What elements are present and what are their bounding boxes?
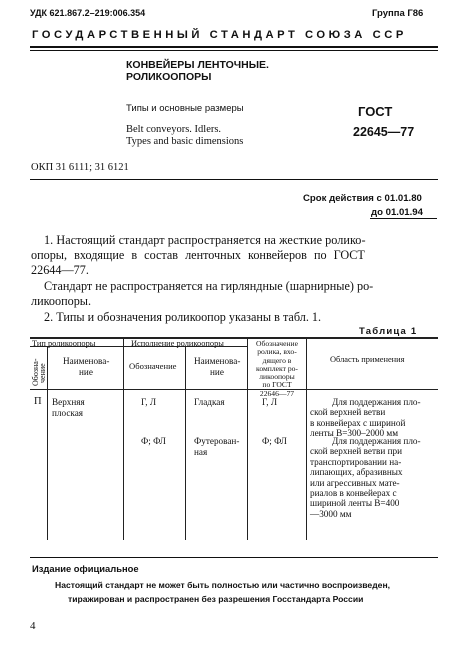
exec2-name-2: ная	[194, 447, 208, 457]
page-number: 4	[30, 620, 36, 632]
table-col-divider-4	[247, 338, 248, 540]
exec1-designation: Г, Л	[141, 397, 157, 407]
table-caption: Таблица 1	[359, 326, 418, 337]
header-rule-thin	[30, 50, 438, 51]
paragraph-2-line1: Стандарт не распространяется на гирляндные (шарнирные) ро-	[44, 279, 374, 293]
exec1-roller: Г, Л	[262, 397, 278, 407]
header-exec-name-2: ние	[210, 367, 224, 377]
header-execution: Исполнение роликоопоры	[131, 339, 224, 348]
gost-number: 22645—77	[353, 125, 415, 139]
validity-to: до 01.01.94	[371, 207, 423, 218]
title-subtitle: Типы и основные размеры	[126, 103, 244, 114]
header-designation-vertical-2: чение	[38, 363, 47, 383]
exec2-designation: Ф; ФЛ	[141, 436, 166, 446]
exec1-name: Гладкая	[194, 397, 225, 407]
paragraph-1-line1: 1. Настоящий стандарт распространяется на жесткие ролико-	[44, 233, 366, 247]
title-line2: РОЛИКООПОРЫ	[126, 71, 212, 83]
title-english-line2: Types and basic dimensions	[126, 136, 244, 147]
udk-code: УДК 621.867.2–219:006.354	[30, 8, 146, 18]
header-exec-designation: Обозначение	[129, 361, 177, 371]
header-name-2: ние	[79, 367, 93, 377]
exec1-scope: Для поддержания пло- ской верхней ветви в конвейерах с шириной ленты B=300–2000 мм	[310, 397, 421, 439]
table-col-divider-2	[123, 338, 124, 540]
row-type-name-2: плоская	[52, 408, 84, 418]
title-line1: КОНВЕЙЕРЫ ЛЕНТОЧНЫЕ.	[126, 59, 269, 71]
header-roller: Обозначение ролика, вхо- дящего в комплект ро- ликоопоры по ГОСТ 22646—77	[256, 339, 298, 398]
header-designation-vertical: Обозна-	[31, 358, 40, 386]
header-name: Наименова-	[63, 356, 110, 366]
copyright-notice-line2: тиражирован и распространен без разрешения Госстандарта России	[68, 594, 364, 604]
table-col-divider-5	[306, 338, 307, 540]
validity-underline	[370, 218, 437, 219]
row-type-code: П	[34, 396, 42, 407]
official-edition-label: Издание официальное	[32, 563, 139, 574]
header-exec-name: Наименова-	[194, 356, 241, 366]
exec2-name-1: Футерован-	[194, 436, 240, 446]
table-header-bottom-rule	[30, 389, 438, 390]
title-block-rule	[30, 179, 438, 180]
header-rule-thick	[30, 46, 438, 48]
validity-from: Срок действия с 01.01.80	[303, 193, 422, 204]
header-scope: Область применения	[330, 355, 405, 364]
group-code: Группа Г86	[372, 8, 424, 19]
standard-banner: ГОСУДАРСТВЕННЫЙ СТАНДАРТ СОЮЗА ССР	[32, 29, 407, 41]
okp-code: ОКП 31 6111; 31 6121	[31, 162, 129, 173]
table-col-divider-3	[185, 346, 186, 540]
paragraph-1-line3: 22644—77.	[31, 263, 89, 277]
footer-rule	[30, 557, 438, 558]
header-type: Тип роликоопоры	[32, 339, 96, 348]
gost-label: ГОСТ	[358, 104, 393, 119]
paragraph-2-line2: ликоопоры.	[31, 294, 92, 308]
paragraph-3: 2. Типы и обозначения роликоопор указаны в табл. 1.	[44, 310, 322, 324]
row-type-name-1: Верхняя	[52, 397, 85, 407]
exec2-scope: Для поддержания пло- ской верхней ветви при транспортировании на- липающих, абразивных или агрессивных мате- риалов в конвейерах с шириной ленты B=400 —3000 мм	[310, 436, 421, 519]
exec2-roller: Ф; ФЛ	[262, 436, 287, 446]
title-english-line1: Belt conveyors. Idlers.	[126, 124, 222, 135]
paragraph-1-line2: опоры, входящие в состав ленточных конвейеров по ГОСТ	[31, 248, 365, 262]
copyright-notice-line1: Настоящий стандарт не может быть полностью или частично воспроизведен,	[55, 580, 391, 590]
